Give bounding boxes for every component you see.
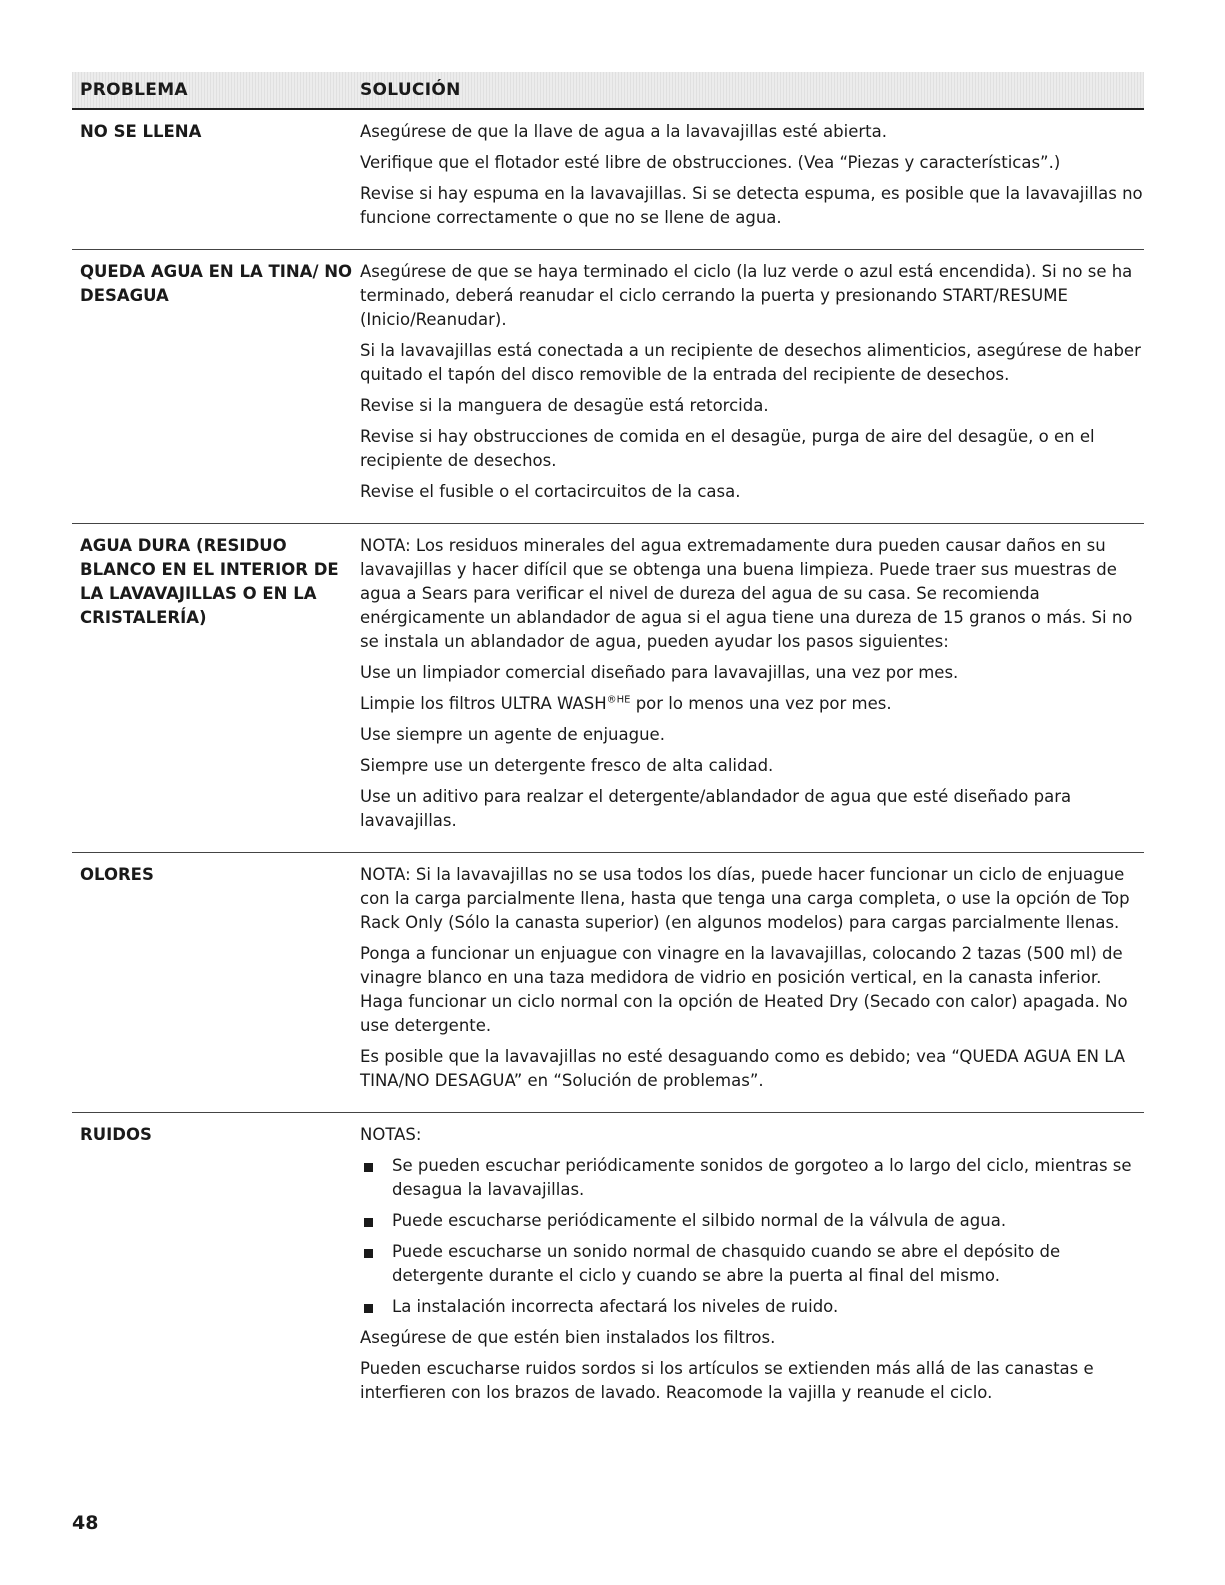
table-row [72,250,1144,524]
solution-cell [360,534,1144,840]
notes-list [360,1154,1144,1319]
header-problem: PROBLEMA [80,80,188,100]
solution-paragraph: Asegúrese de que se haya terminado el ciclo (la luz verde o azul está encendida). Si no se ha terminado, deberá reanudar el ciclo cerrando la puerta y presionando START/RESUME (Inicio/Reanudar). [360,262,1133,329]
solution-paragraph: Use siempre un agente de enjuague. [360,725,665,744]
notes-label: NOTAS: [360,1125,422,1144]
bullet-item: Puede escucharse un sonido normal de chasquido cuando se abre el depósito de detergente durante el ciclo y cuando se abre la puerta al final del mismo. [360,1240,1144,1288]
solution-paragraph: Revise el fusible o el cortacircuitos de la casa. [360,482,741,501]
bullet-item: Puede escucharse periódicamente el silbido normal de la válvula de agua. [360,1209,1144,1233]
solution-paragraph: Siempre use un detergente fresco de alta calidad. [360,756,774,775]
filters-text-end: por lo menos una vez por mes. [630,694,892,713]
solution-paragraph: Verifique que el flotador esté libre de obstrucciones. (Vea “Piezas y características”.) [360,153,1061,172]
troubleshooting-table [72,72,1144,1424]
table-row [72,853,1144,1113]
solution-paragraph: Es posible que la lavavajillas no esté desaguando como es debido; vea “QUEDA AGUA EN LA TINA/NO DESAGUA” en “Solución de problemas”. [360,1047,1126,1090]
problem-label: RUIDOS [80,1125,152,1144]
solution-paragraph: Use un aditivo para realzar el detergente/ablandador de agua que esté diseñado para lavavajillas. [360,787,1072,830]
header-solution: SOLUCIÓN [360,80,461,100]
table-row [72,1113,1144,1424]
solution-paragraph: Revise si hay espuma en la lavavajillas. Si se detecta espuma, es posible que la lavavajillas no funcione correctamente o que no se llene de agua. [360,184,1143,227]
bullet-item: La instalación incorrecta afectará los niveles de ruido. [360,1295,1144,1319]
solution-cell [360,260,1144,511]
problem-label: AGUA DURA (RESIDUO BLANCO EN EL INTERIOR DE LA LAVAVAJILLAS O EN LA CRISTALERÍA) [80,536,339,627]
page-number: 48 [72,1512,99,1534]
filters-paragraph [360,692,1144,716]
table-row [72,110,1144,250]
table-header [72,72,1144,110]
solution-paragraph: NOTA: Los residuos minerales del agua extremadamente dura pueden causar daños en su lavavajillas y hacer difícil que se obtenga una buena limpieza. Puede traer sus muestras de agua a Sears para verificar el nivel de dureza del agua de su casa. Se recomienda enérgicamente un ablandador de agua si el agua tiene una dureza de 15 granos o más. Si no se instala un ablandador de agua, pueden ayudar los pasos siguientes: [360,536,1133,651]
problem-label: OLORES [80,865,154,884]
solution-paragraph: NOTA: Si la lavavajillas no se usa todos los días, puede hacer funcionar un ciclo de enjuague con la carga parcialmente llena, hasta que tenga una carga completa, o use la opción de Top Rack Only (Sólo la canasta superior) (en algunos modelos) para cargas parcialmente llenas. [360,865,1130,932]
solution-paragraph: Use un limpiador comercial diseñado para lavavajillas, una vez por mes. [360,663,959,682]
bullet-item: Se pueden escuchar periódicamente sonidos de gorgoteo a lo largo del ciclo, mientras se desagua la lavavajillas. [360,1154,1144,1202]
problem-label: QUEDA AGUA EN LA TINA/ NO DESAGUA [80,262,353,305]
filters-text: Limpie los filtros ULTRA WASH [360,694,607,713]
table-row [72,524,1144,853]
solution-paragraph: Pueden escucharse ruidos sordos si los artículos se extienden más allá de las canastas e interfieren con los brazos de lavado. Reacomode la vajilla y reanude el ciclo. [360,1359,1094,1402]
solution-paragraph: Si la lavavajillas está conectada a un recipiente de desechos alimenticios, asegúrese de haber quitado el tapón del disco removible de la entrada del recipiente de desechos. [360,341,1141,384]
problem-label: NO SE LLENA [80,122,202,141]
solution-cell [360,1123,1144,1412]
registered-he-mark: ®HE [606,694,631,706]
solution-paragraph: Asegúrese de que estén bien instalados los filtros. [360,1328,776,1347]
solution-cell [360,863,1144,1100]
solution-paragraph: Ponga a funcionar un enjuague con vinagre en la lavavajillas, colocando 2 tazas (500 ml) de vinagre blanco en una taza medidora de vidrio en posición vertical, en la canasta inferior. Haga funcionar un ciclo normal con la opción de Heated Dry (Secado con calor) apagada. No use detergente. [360,944,1128,1035]
solution-cell [360,120,1144,237]
solution-paragraph: Asegúrese de que la llave de agua a la lavavajillas esté abierta. [360,122,887,141]
solution-paragraph: Revise si hay obstrucciones de comida en el desagüe, purga de aire del desagüe, o en el recipiente de desechos. [360,427,1095,470]
solution-paragraph: Revise si la manguera de desagüe está retorcida. [360,396,769,415]
